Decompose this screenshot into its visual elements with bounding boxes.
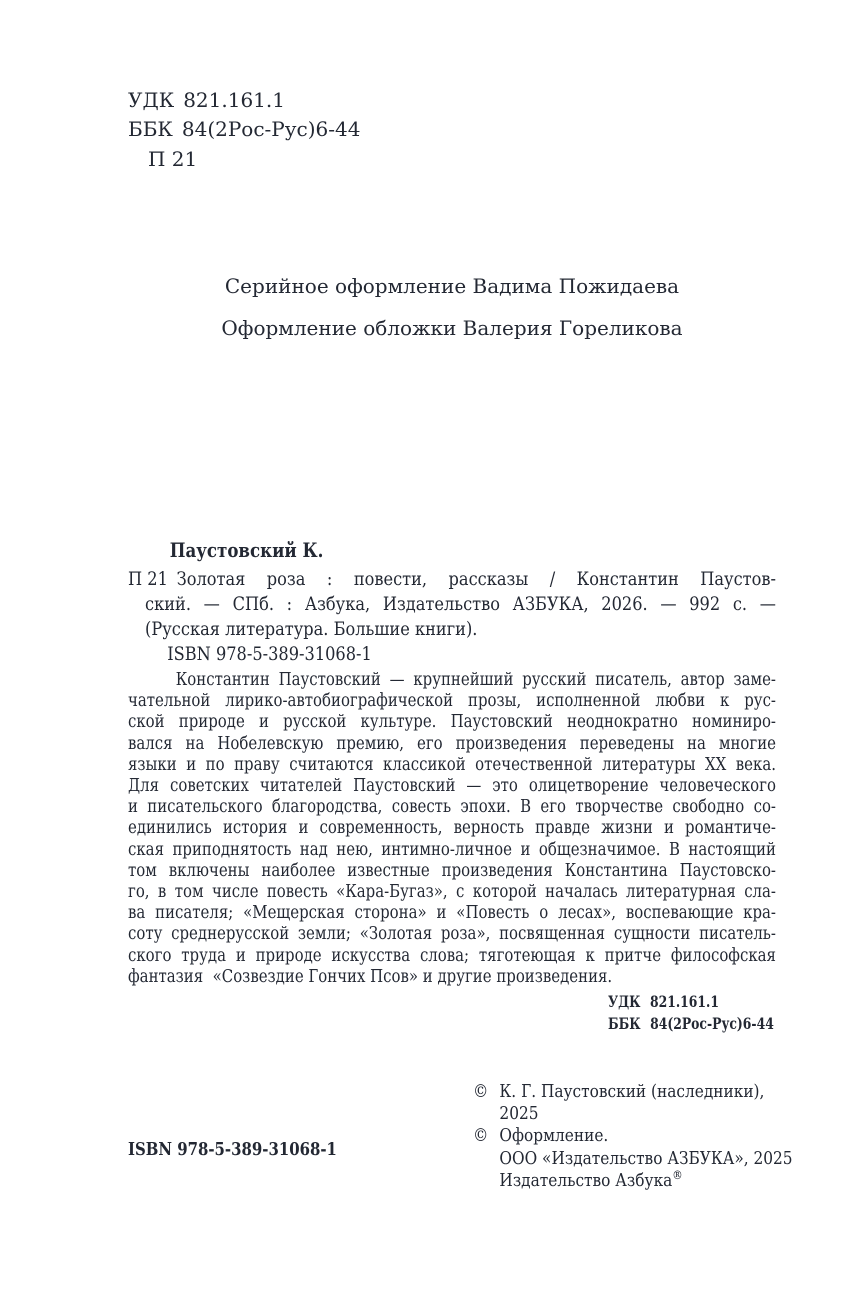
isbn: ISBN 978-5-389-31068-1 [128,1140,337,1160]
copyright-text: К. Г. Паустовский (наследники), 2025 [499,1081,765,1125]
copyright-symbol [473,1148,499,1170]
annotation-line: ская приподнятость над нею, интимно-личное и общезначимое. В настоящий [128,839,776,860]
publisher-trademark [499,1167,683,1192]
bbk-value: 84(2Рос-Рус)6-44 [181,117,361,142]
copyright-symbol: © [473,1081,489,1102]
bbk-label: ББК [608,1013,641,1033]
udk-label: УДК [128,88,175,112]
annotation-line: единились история и современность, верность правде жизни и романтиче- [128,818,776,839]
bibliographic-line: Золотая роза : повести, рассказы / Константин Паустов- [176,568,776,590]
copyright-line [473,1125,797,1147]
copyright-block [473,1081,797,1192]
catalogue-isbn-line: ISBN 978-5-389-31068-1 [167,643,372,665]
copyright-symbol: © [473,1125,489,1147]
bbk-label: ББК [128,117,173,142]
bibliographic-line: (Русская литература. Большие книги). [145,618,478,640]
annotation-line: ской природе и русской культуре. Паустовский неоднократно номиниро- [128,712,776,733]
catalogue-author-heading: Паустовский К. [169,539,324,562]
copyright-line [473,1081,797,1125]
top-classification-codes [128,86,360,174]
copyright-text: Оформление. [499,1125,609,1147]
copyright-text: ООО «Издательство АЗБУКА», 2025 [499,1147,793,1169]
annotation-line: Константин Паустовский — крупнейший русский писатель, автор заме- [175,670,776,690]
udk-line [608,991,774,1013]
udk-value: 821.161.1 [649,992,720,1011]
annotation-line: го, в том числе повесть «Кара-Бугаз», с которой началась литературная сла- [128,882,776,903]
bbk-line [128,115,360,144]
bibliographic-line: ский. — СПб. : Азбука, Издательство АЗБУКА, 2026. — 992 с. — [145,593,776,615]
catalogue-card [128,538,776,988]
udk-line [128,86,360,115]
annotation-line: вался на Нобелевскую премию, его произведения переведены на многие [128,733,776,754]
author-sign: П 21 [148,146,198,171]
bbk-line [608,1013,774,1035]
annotation-line: ского труда и природе искусства слова; тяготеющая к притче философская [128,945,776,966]
udk-label: УДК [608,992,641,1011]
catalogue-author-sign: П 21 [128,568,168,590]
annotation-line: Для советских читателей Паустовский — это олицетворение человеческого [128,776,776,797]
bibliographic-entry [128,567,776,667]
annotation-line: и писательского благородства, совесть эпохи. В его творчестве свободно со- [128,797,776,818]
cover-design-credit: Оформление обложки Валерия Гореликова [221,316,683,340]
annotation-line: языки и по праву считаются классикой отечественной литературы XX века. [128,754,776,775]
registered-trademark-symbol: ® [672,1167,683,1182]
design-credits [128,273,776,342]
copyright-symbol [473,1170,499,1192]
bottom-classification-codes [608,991,774,1034]
annotation-line: чательной лирико-автобиографической прозы, исполненной любви к рус- [128,691,776,712]
annotation-line: фантазия «Созвездие Гончих Псов» и другие произведения. [128,966,613,987]
copyright-line [473,1167,797,1192]
annotation-line: том включены наиболее известные произведения Константина Паустовско- [128,860,776,881]
copyright-line [473,1148,797,1170]
annotation-line: ва писателя; «Мещерская сторона» и «Повесть о лесах», воспевающие кра- [128,903,776,924]
series-design-credit: Серийное оформление Вадима Пожидаева [224,274,680,298]
udk-value: 821.161.1 [183,88,285,112]
copyright-text: Издательство Азбука [499,1169,673,1191]
annotation-text [128,670,776,988]
bbk-value: 84(2Рос-Рус)6-44 [650,1013,774,1033]
annotation-line: соту среднерусской земли; «Золотая роза», посвященная сущности писатель- [128,924,776,945]
